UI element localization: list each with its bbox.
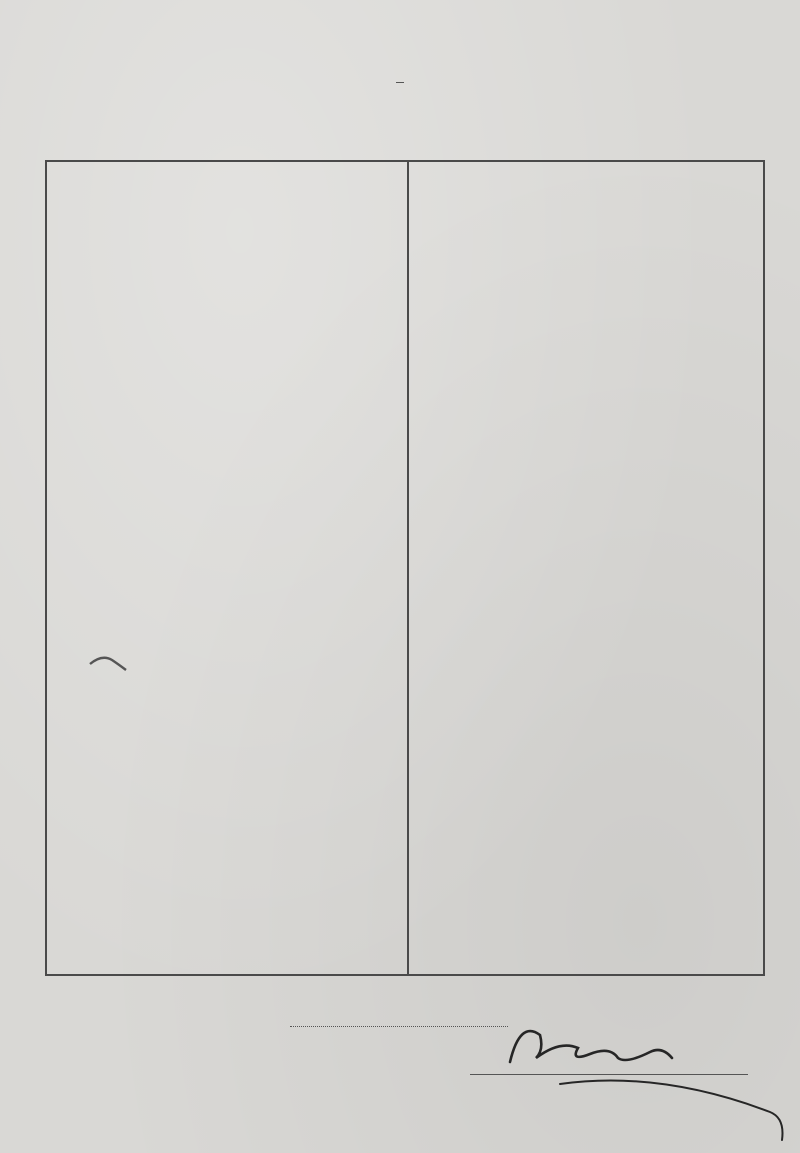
stray-ink-mark (88, 650, 128, 675)
document-title (0, 58, 800, 80)
form-table (45, 160, 765, 976)
signature-line (470, 1074, 748, 1075)
column-divider (407, 162, 409, 974)
signature-icon (500, 1000, 790, 1150)
footer-date-dotted-line (290, 1026, 508, 1027)
